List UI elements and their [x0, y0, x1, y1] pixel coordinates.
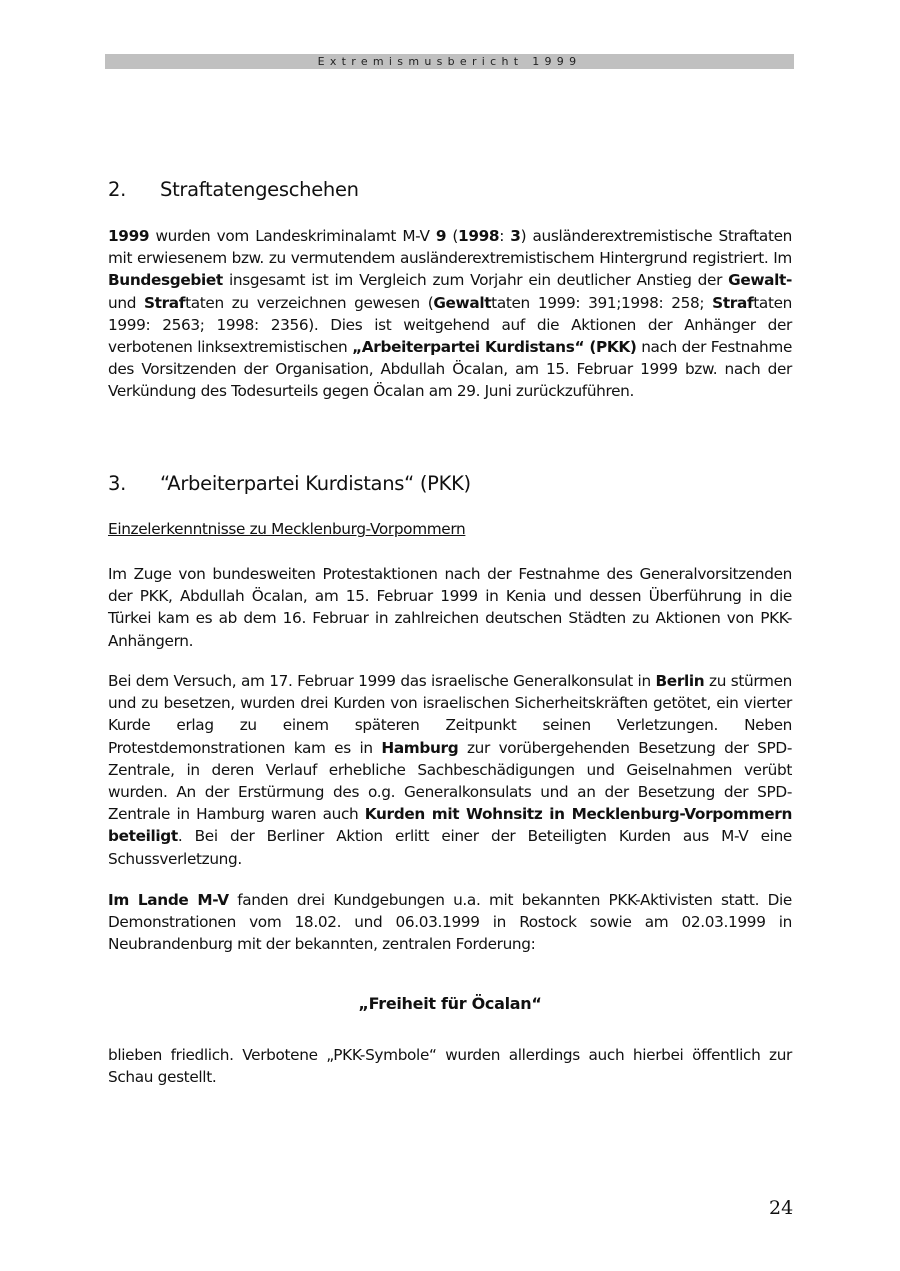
- section-3-paragraph-3: Im Lande M-V fanden drei Kundgebungen u.a. mit bekannten PKK-Aktivisten statt. Die Demonstrationen vom 18.02. und 06.03.1999 in Rostock sowie am 02.03.1999 in Neubrandenburg mit der bekannten, zentralen Forderung:: [108, 891, 792, 954]
- section-2-number: 2.: [108, 178, 127, 201]
- emphasis: Bundesgebiet: [108, 271, 223, 290]
- section-2-paragraph: 1999 wurden vom Landeskriminalamt M-V 9 (1998: 3) ausländerextremistische Straftaten mit erwiesenem bzw. zu vermutendem ausländerextremistischem Hintergrund registriert. Im Bundesgebiet insgesamt ist im Vergleich zum Vorjahr ein deutlicher Anstieg der Gewalt- und Straftaten zu verzeichnen gewesen (Gewalttaten 1999: 391;1998: 258; Straftaten 1999: 2563; 1998: 2356). Dies ist weitgehend auf die Aktionen der Anhänger der verbotenen linksextremistischen „Arbeiterpartei Kurdistans“ (PKK) nach der Festnahme des Vorsitzenden der Organisation, Abdullah Öcalan, am 15. Februar 1999 bzw. nach der Verkündung des Todesurteils gegen Öcalan am 29. Juni zurückzuführen.: [108, 227, 793, 401]
- emphasis: Berlin: [655, 672, 705, 690]
- emphasis: 3: [510, 227, 521, 245]
- emphasis: 1998: [458, 227, 500, 245]
- emphasis: Gewalt: [433, 293, 492, 312]
- section-2-title: Straftatengeschehen: [160, 178, 359, 201]
- emphasis: 1999: [108, 227, 150, 245]
- emphasis: Straf: [143, 293, 186, 312]
- emphasis: Straf: [712, 293, 754, 312]
- section-3-number: 3.: [108, 472, 127, 495]
- header-title: Extremismusbericht 1999: [317, 55, 582, 68]
- running-header: [105, 54, 794, 69]
- section-2-heading: [108, 178, 359, 201]
- emphasis: Hamburg: [381, 738, 459, 757]
- emphasis: Kurden mit Wohnsitz in Mecklenburg-Vorpommern beteiligt: [108, 805, 792, 846]
- section-3-subheading: Einzelerkenntnisse zu Mecklenburg-Vorpommern: [108, 520, 466, 538]
- emphasis: Im Lande M-V: [108, 891, 229, 909]
- section-3-paragraph-4: blieben friedlich. Verbotene „PKK-Symbole“ wurden allerdings auch hierbei öffentlich zur Schau gestellt.: [108, 1046, 792, 1087]
- emphasis: 9: [435, 227, 447, 245]
- page-number: 24: [769, 1197, 794, 1219]
- section-3-paragraph-1: Im Zuge von bundesweiten Protestaktionen nach der Festnahme des Generalvorsitzenden der PKK, Abdullah Öcalan, am 15. Februar 1999 in Kenia und dessen Überführung in die Türkei kam es ab dem 16. Februar in zahlreichen deutschen Städten zu Aktionen von PKK-Anhängern.: [108, 565, 792, 650]
- section-3-heading: [108, 472, 471, 495]
- section-3-paragraph-2: Bei dem Versuch, am 17. Februar 1999 das israelische Generalkonsulat in Berlin zu stürmen und zu besetzen, wurden drei Kurden von israelischen Sicherheitskräften getötet, ein vierter Kurde erlag zu einem späteren Zeitpunkt seinen Verletzungen. Neben Protestdemonstrationen kam es in Hamburg zur vorübergehenden Besetzung der SPD-Zentrale, in deren Verlauf erhebliche Sachbeschädigungen und Geiselnahmen verübt wurden. An der Erstürmung des o.g. Generalkonsulats und an der Besetzung der SPD-Zentrale in Hamburg waren auch Kurden mit Wohnsitz in Mecklenburg-Vorpommern beteiligt. Bei der Berliner Aktion erlitt einer der Beteiligten Kurden aus M-V eine Schussverletzung.: [108, 672, 792, 868]
- emphasis: „Arbeiterpartei Kurdistans“ (PKK): [352, 338, 637, 357]
- section-3-title: “Arbeiterpartei Kurdistans“ (PKK): [160, 472, 471, 495]
- emphasis: Gewalt-: [728, 271, 792, 290]
- demand-quote: „Freiheit für Öcalan“: [358, 994, 542, 1013]
